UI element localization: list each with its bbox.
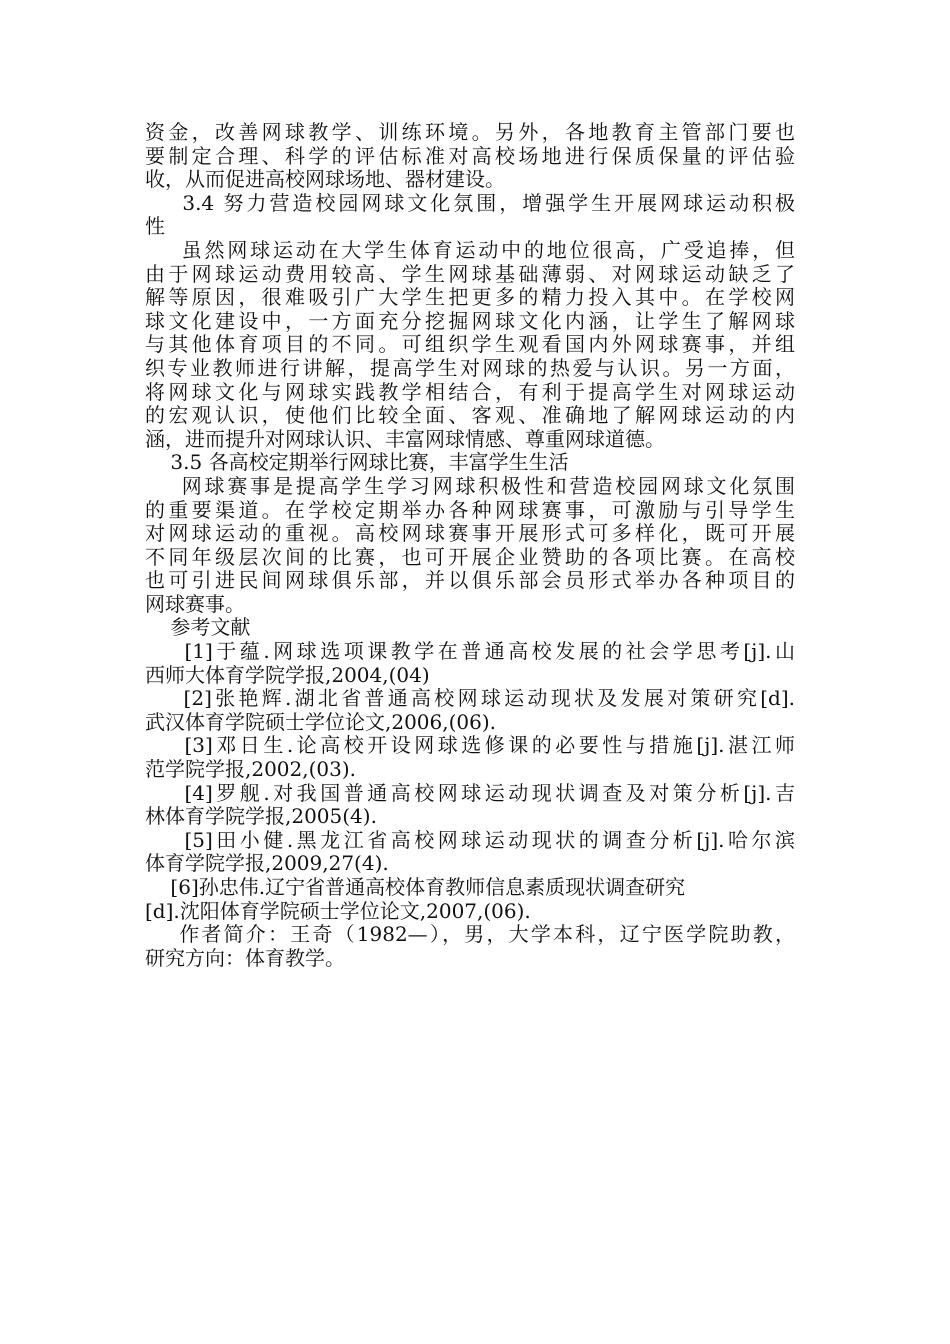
text-line: 也可引进民间网球俱乐部，并以俱乐部会员形式举办各种项目的 bbox=[145, 568, 795, 593]
text-line: 网球赛事。 bbox=[145, 591, 245, 616]
text-line: 体育学院学报,2009,27(4). bbox=[145, 851, 389, 876]
text-line: 解等原因，很难吸引广大学生把更多的精力投入其中。在学校网 bbox=[145, 285, 795, 310]
text-line: [6]孙忠伟.辽宁省普通高校体育教师信息素质现状调查研究 bbox=[145, 875, 686, 899]
text-line: 由于网球运动费用较高、学生网球基础薄弱、对网球运动缺乏了 bbox=[145, 261, 795, 286]
text-line: 的宏观认识，使他们比较全面、客观、准确地了解网球运动的内 bbox=[145, 403, 795, 428]
text-line: 3.5 各高校定期举行网球比赛，丰富学生生活 bbox=[145, 450, 569, 475]
text-line: 与其他体育项目的不同。可组织学生观看国内外网球赛事，并组 bbox=[145, 332, 795, 357]
text-line: 网球赛事是提高学生学习网球积极性和营造校园网球文化氛围 bbox=[145, 473, 795, 498]
text-line: 作者简介：王奇（1982—），男，大学本科，辽宁医学院助教， bbox=[145, 922, 795, 947]
article-body bbox=[145, 121, 795, 970]
text-line: 不同年级层次间的比赛，也可开展企业赞助的各项比赛。在高校 bbox=[145, 544, 795, 569]
text-line: [5]田小健.黑龙江省高校网球运动现状的调查分析[j].哈尔滨 bbox=[145, 827, 795, 852]
text-line: [3]邓日生.论高校开设网球选修课的必要性与措施[j].湛江师 bbox=[145, 733, 795, 758]
text-line: 织专业教师进行讲解，提高学生对网球的热爱与认识。另一方面， bbox=[145, 355, 795, 380]
text-line: 虽然网球运动在大学生体育运动中的地位很高，广受追捧，但 bbox=[145, 237, 795, 262]
text-line: 武汉体育学院硕士学位论文,2006,(06). bbox=[145, 709, 497, 734]
text-line: [d].沈阳体育学院硕士学位论文,2007,(06). bbox=[145, 898, 531, 923]
text-line: 的重要渠道。在学校定期举办各种网球赛事，可激励与引导学生 bbox=[145, 497, 795, 522]
text-line: 研究方向：体育教学。 bbox=[145, 945, 345, 970]
text-line: 收，从而促进高校网球场地、器材建设。 bbox=[145, 167, 505, 192]
text-line: 林体育学院学报,2005(4). bbox=[145, 804, 377, 829]
text-line: [4]罗舰.对我国普通高校网球运动现状调查及对策分析[j].吉 bbox=[145, 780, 795, 805]
text-line: [2]张艳辉.湖北省普通高校网球运动现状及发展对策研究[d]. bbox=[145, 686, 795, 711]
text-line: [1]于蕴.网球选项课教学在普通高校发展的社会学思考[j].山 bbox=[145, 639, 795, 664]
text-line: 参考文献 bbox=[145, 615, 251, 640]
text-line: 涵，进而提升对网球认识、丰富网球情感、尊重网球道德。 bbox=[145, 426, 665, 451]
text-line: 将网球文化与网球实践教学相结合，有利于提高学生对网球运动 bbox=[145, 379, 795, 404]
text-line: 范学院学报,2002,(03). bbox=[145, 757, 357, 782]
text-line: 要制定合理、科学的评估标准对高校场地进行保质保量的评估验 bbox=[145, 143, 795, 168]
text-line: 球文化建设中，一方面充分挖掘网球文化内涵，让学生了解网球 bbox=[145, 308, 795, 333]
text-line: 资金，改善网球教学、训练环境。另外，各地教育主管部门要也 bbox=[145, 120, 795, 144]
text-line: 对网球运动的重视。高校网球赛事开展形式可多样化，既可开展 bbox=[145, 521, 795, 546]
text-line: 3.4 努力营造校园网球文化氛围，增强学生开展网球运动积极 bbox=[145, 190, 795, 215]
text-line: 西师大体育学院学报,2004,(04) bbox=[145, 662, 430, 687]
text-line: 性 bbox=[145, 214, 165, 239]
